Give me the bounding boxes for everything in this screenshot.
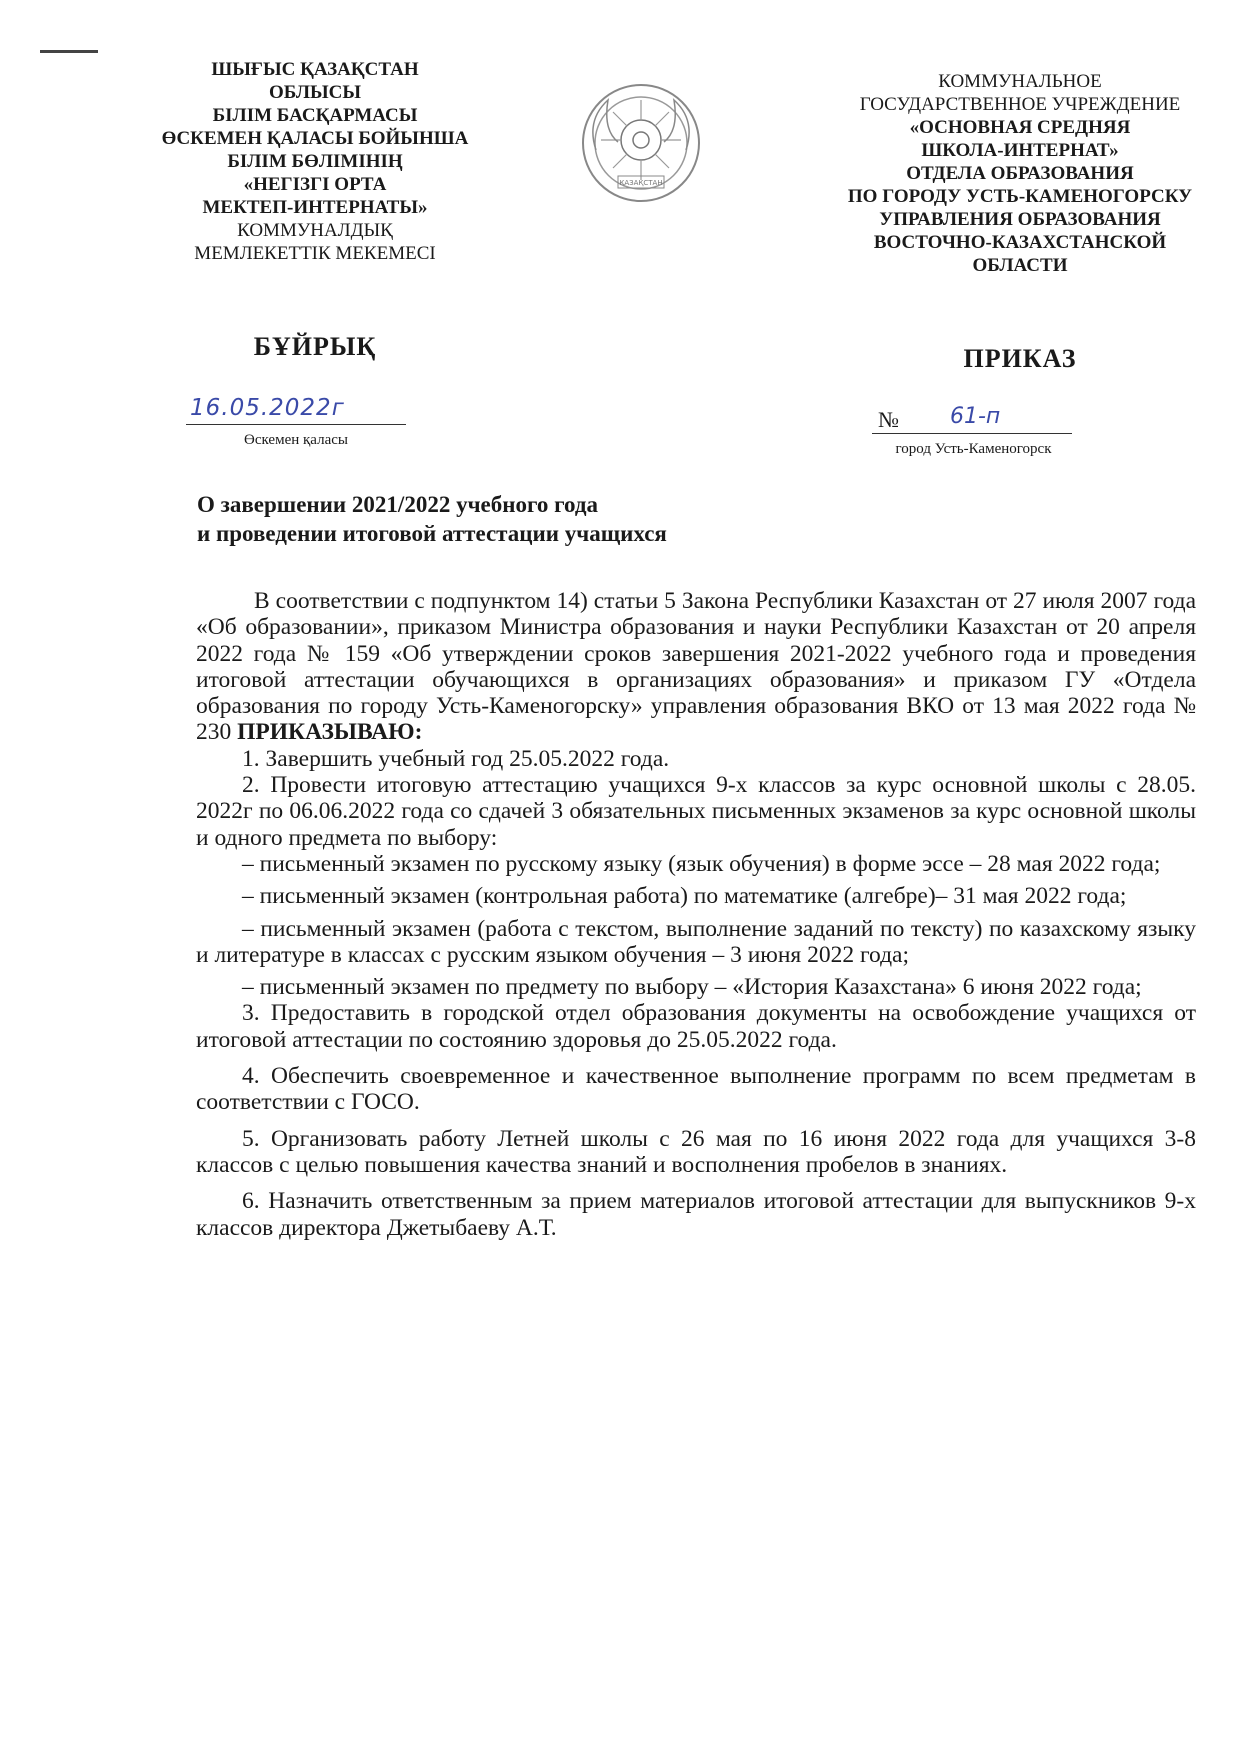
header-kz-line: БІЛІМ БӨЛІМІНІҢ (227, 151, 403, 172)
header-kz-line: КОММУНАЛДЫҚ (237, 220, 393, 241)
order-heading-kz: БҰЙРЫҚ (253, 332, 377, 361)
list-item: 5. Организовать работу Летней школы с 26 мая по 16 июня 2022 года для учащихся 3-8 классов с целью повышения качества знаний и восполнения пробелов в знаниях. (196, 1125, 1196, 1178)
list-item: 3. Предоставить в городской отдел образования документы на освобождение учащихся от итоговой аттестации по состоянию здоровья до 25.05.2022 года. (196, 1000, 1196, 1053)
list-item: 1. Завершить учебный год 25.05.2022 года. (242, 745, 670, 772)
header-kz-line: МЕКТЕП-ИНТЕРНАТЫ» (202, 197, 428, 218)
document-body (196, 588, 1196, 1241)
header-kz-line: БІЛІМ БАСҚАРМАСЫ (212, 105, 418, 126)
title-line: и проведении итоговой аттестации учащихся (197, 521, 667, 546)
scan-edge-mark (40, 50, 98, 53)
list-item: – письменный экзамен по предмету по выбору – «История Казахстана» 6 июня 2022 года; (242, 974, 1142, 1001)
preamble-text: В соответствии с подпунктом 14) статьи 5 Закона Республики Казахстан от 27 июля 2007 года «Об образовании», приказом Министра образования и науки Республики Казахстан от 20 апреля 2022 года № 159 «Об утверждении сроков завершения 2021-2022 учебного года и проведения итоговой аттестации обучающихся в организациях образования» и приказом ГУ «Отдела образования по городу Усть-Каменогорску» управления образования ВКО от 13 мая 2022 года № 230 (196, 588, 1196, 746)
date-underline (186, 424, 406, 425)
header-ru-line: ОТДЕЛА ОБРАЗОВАНИЯ (906, 163, 1134, 184)
list-item: 4. Обеспечить своевременное и качественное выполнение программ по всем предметам в соответствии с ГОСО. (196, 1063, 1196, 1116)
header-kz-line: МЕМЛЕКЕТТІК МЕКЕМЕСІ (194, 243, 436, 264)
order-word: ПРИКАЗЫВАЮ: (237, 719, 423, 746)
header-ru-line: КОММУНАЛЬНОЕ (938, 71, 1102, 92)
header-russian (820, 70, 1220, 277)
order-date: 16.05.2022г (190, 395, 345, 421)
preamble-paragraph (196, 588, 1196, 746)
header-ru-line: ШКОЛА-ИНТЕРНАТ» (921, 140, 1119, 161)
city-ru: город Усть-Каменогорск (895, 441, 1052, 457)
header-ru-line: УПРАВЛЕНИЯ ОБРАЗОВАНИЯ (879, 209, 1161, 230)
list-item: – письменный экзамен (контрольная работа) по математике (алгебре)– 31 мая 2022 года; (242, 883, 1127, 910)
header-ru-line: ГОСУДАРСТВЕННОЕ УЧРЕЖДЕНИЕ (859, 94, 1181, 115)
header-ru-line: «ОСНОВНАЯ СРЕДНЯЯ (909, 117, 1131, 138)
header-kz-line: ОБЛЫСЫ (268, 82, 362, 103)
list-item: – письменный экзамен (работа с текстом, выполнение заданий по тексту) по казахскому языку и литературе в классах с русским языком обучения – 3 июня 2022 года; (196, 915, 1196, 968)
order-number-label: № (878, 407, 899, 432)
header-kz-line: ӨСКЕМЕН ҚАЛАСЫ БОЙЫНША (161, 128, 469, 149)
header-ru-line: ПО ГОРОДУ УСТЬ-КАМЕНОГОРСКУ (847, 186, 1193, 207)
document-title (197, 490, 897, 548)
header-ru-line: ВОСТОЧНО-КАЗАХСТАНСКОЙ (873, 232, 1167, 253)
header-kazakh (130, 58, 500, 265)
list-item: 6. Назначить ответственным за прием материалов итоговой аттестации для выпускников 9-х классов директора Джетыбаеву А.Т. (196, 1188, 1196, 1241)
number-underline (872, 433, 1072, 434)
order-number: 61-п (950, 404, 1001, 429)
order-heading-ru: ПРИКАЗ (963, 344, 1077, 373)
title-line: О завершении 2021/2022 учебного года (197, 492, 598, 517)
list-item: 2. Провести итоговую аттестацию учащихся 9-х классов за курс основной школы с 28.05. 2022г по 06.06.2022 года со сдачей 3 обязательных письменных экзаменов за курс основной школы и одного предмета по выбору: (196, 772, 1196, 851)
state-emblem-icon (578, 80, 704, 206)
header-ru-line: ОБЛАСТИ (972, 255, 1068, 276)
city-kz: Өскемен қаласы (244, 432, 348, 448)
header-kz-line: «НЕГІЗГІ ОРТА (243, 174, 387, 195)
header-kz-line: ШЫҒЫС ҚАЗАҚСТАН (211, 59, 419, 80)
list-item: – письменный экзамен по русскому языку (язык обучения) в форме эссе – 28 мая 2022 года; (242, 850, 1161, 877)
emblem-text: ҚАЗАҚСТАН (619, 179, 663, 187)
